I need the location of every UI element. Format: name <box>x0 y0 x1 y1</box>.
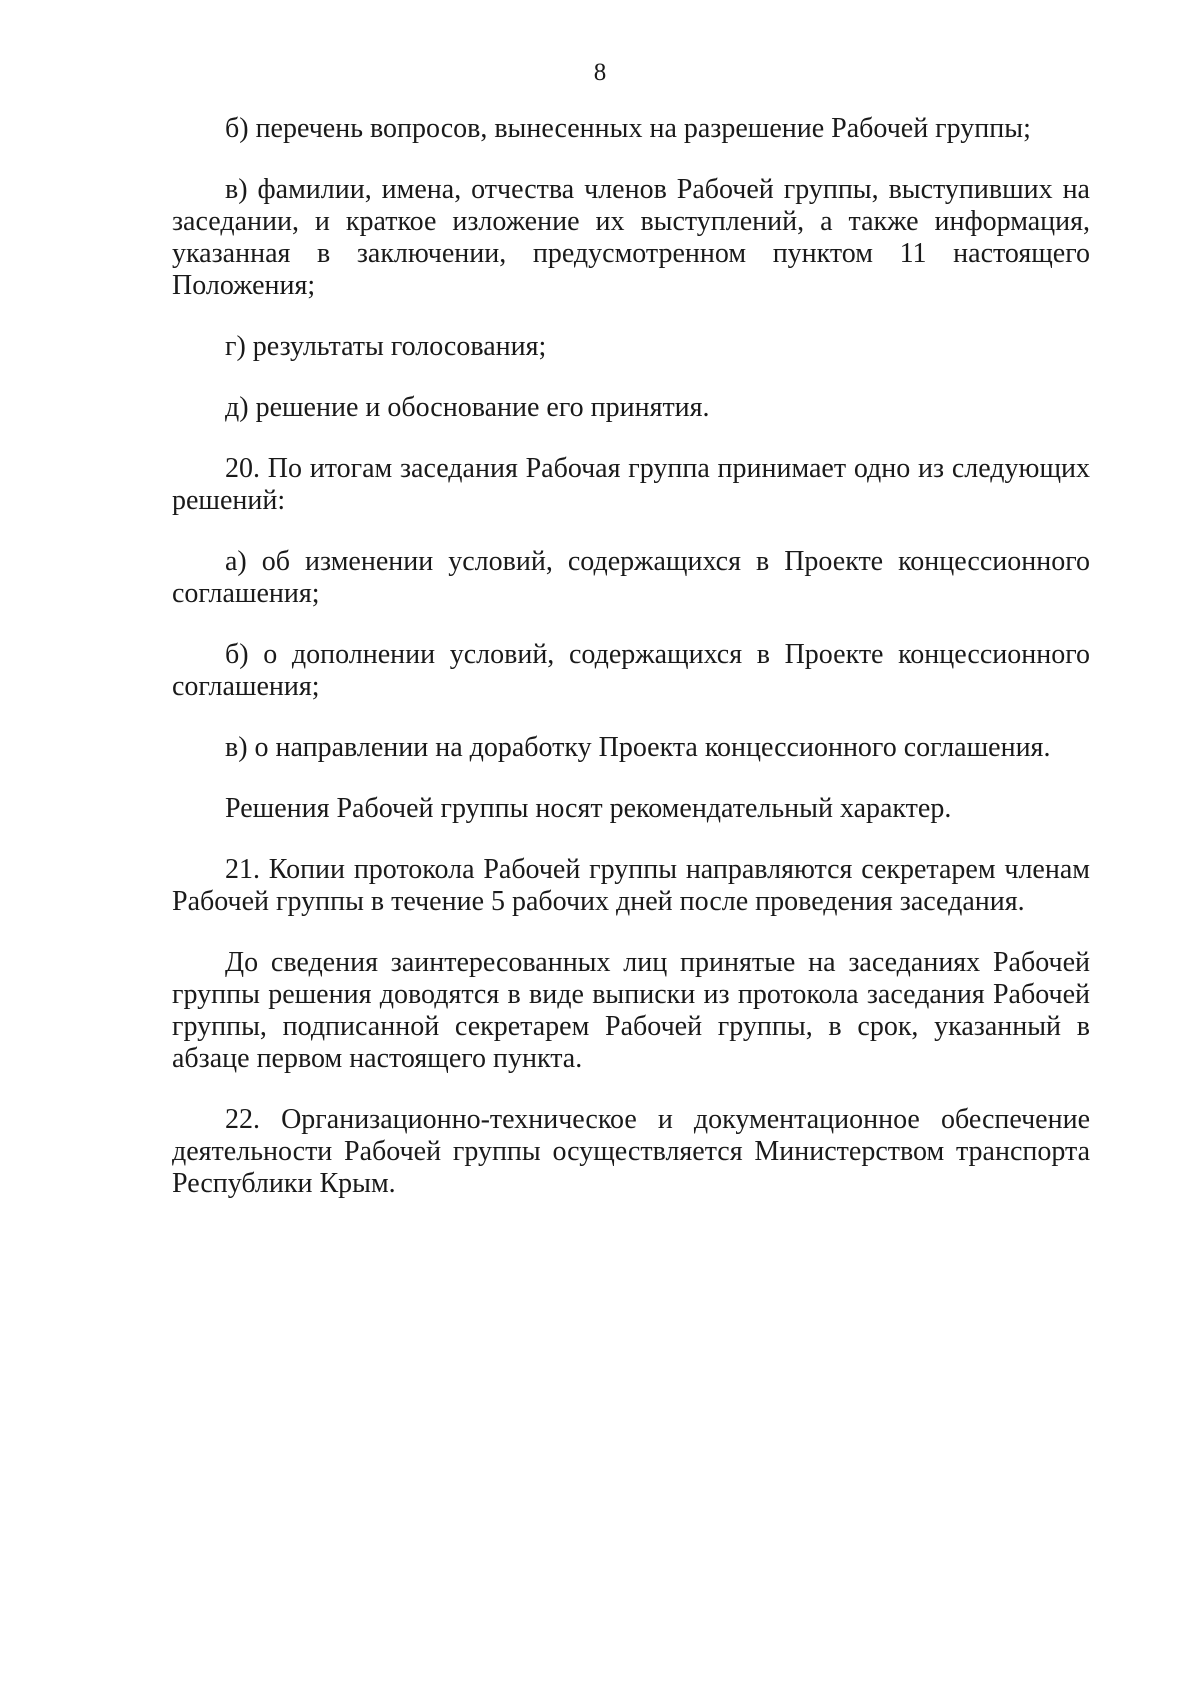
paragraph-b-add-conditions: б) о дополнении условий, содержащихся в Проекте концессионного соглашения; <box>172 639 1090 702</box>
page-number: 8 <box>593 59 607 86</box>
paragraph-21-protocol-copies: 21. Копии протокола Рабочей группы направляются секретарем членам Рабочей группы в течение 5 рабочих дней после проведения заседания. <box>172 854 1090 917</box>
paragraph-20-decisions: 20. По итогам заседания Рабочая группа принимает одно из следующих решений: <box>172 453 1090 516</box>
paragraph-a-change-conditions: а) об изменении условий, содержащихся в Проекте концессионного соглашения; <box>172 546 1090 609</box>
paragraph-b-questions-list: б) перечень вопросов, вынесенных на разрешение Рабочей группы; <box>225 113 1031 144</box>
paragraph-g-voting-results: г) результаты голосования; <box>225 331 547 362</box>
paragraph-d-decision: д) решение и обоснование его принятия. <box>225 392 710 423</box>
paragraph-22-support: 22. Организационно-техническое и документационное обеспечение деятельности Рабочей группы осуществляется Министерством транспорта Республики Крым. <box>172 1104 1090 1199</box>
paragraph-v-revision: в) о направлении на доработку Проекта концессионного соглашения. <box>225 732 1051 763</box>
paragraph-interested-parties: До сведения заинтересованных лиц принятые на заседаниях Рабочей группы решения доводятся в виде выписки из протокола заседания Рабочей группы, подписанной секретарем Рабочей группы, в срок, указанный в абзаце первом настоящего пункта. <box>172 947 1090 1074</box>
paragraph-v-speakers: в) фамилии, имена, отчества членов Рабочей группы, выступивших на заседании, и краткое изложение их выступлений, а также информация, указанная в заключении, предусмотренном пунктом 11 настоящего Положения; <box>172 174 1090 301</box>
document-body <box>172 113 1090 1229</box>
paragraph-recommendation: Решения Рабочей группы носят рекомендательный характер. <box>225 793 952 824</box>
